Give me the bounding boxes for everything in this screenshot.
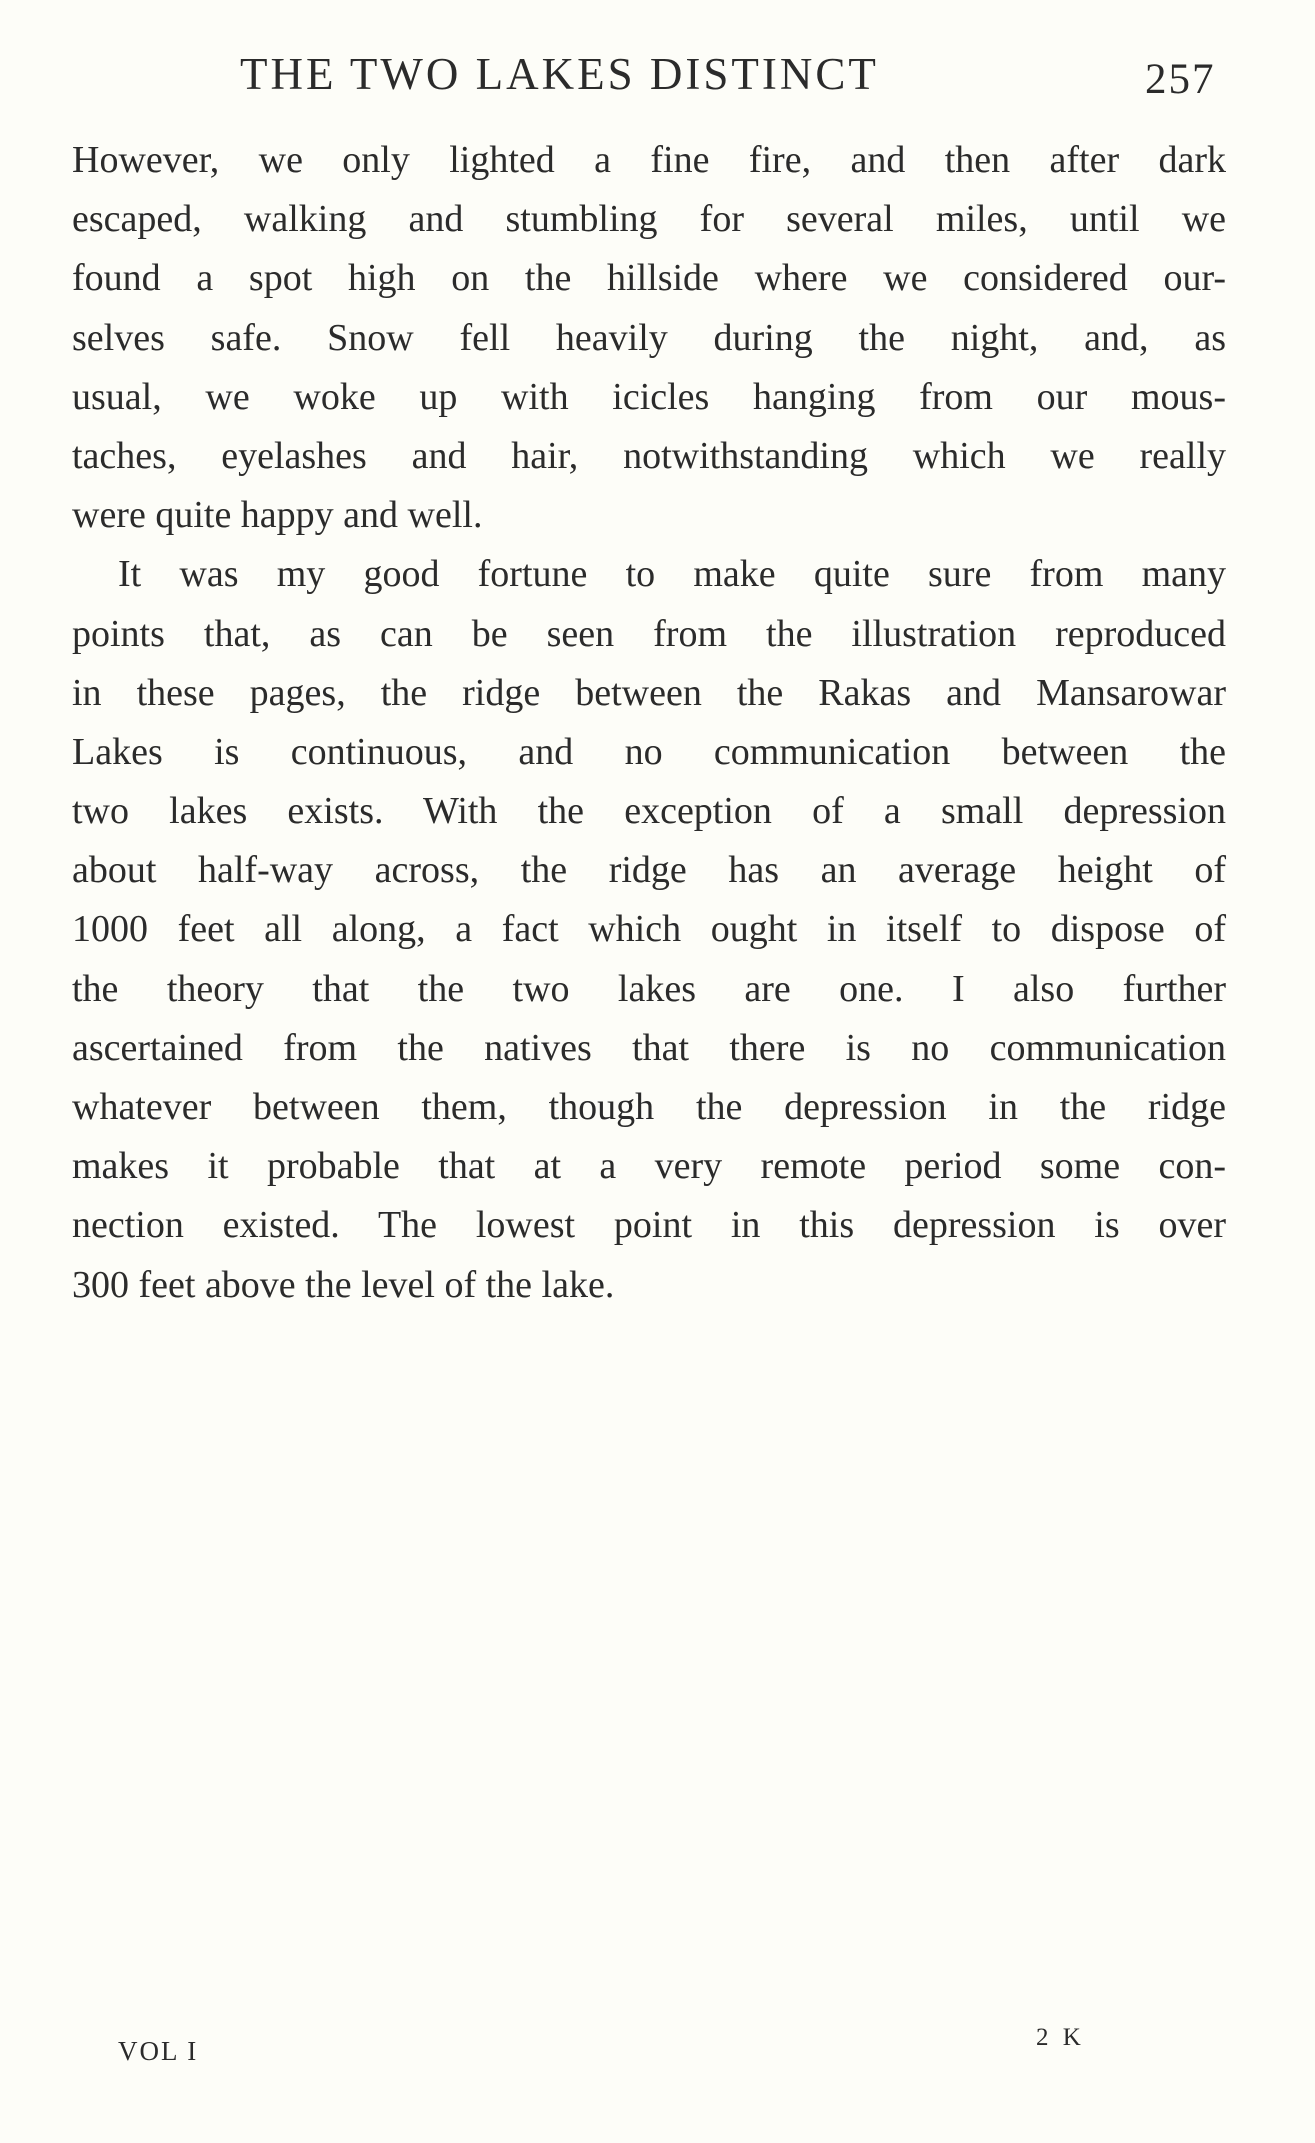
text-line: about half-way across, the ridge has an average height of <box>72 849 1226 892</box>
body-text <box>72 131 1226 1315</box>
paragraph-2 <box>72 545 1226 1314</box>
volume-marker: VOL I <box>118 2036 199 2066</box>
page-number: 257 <box>1145 56 1216 103</box>
text-line: usual, we woke up with icicles hanging from our mous- <box>72 375 1226 418</box>
text-line: selves safe. Snow fell heavily during the night, and, as <box>72 316 1226 359</box>
text-line: ascertained from the natives that there is no communication <box>72 1026 1226 1069</box>
running-title: THE TWO LAKES DISTINCT <box>240 49 879 99</box>
text-line: However, we only lighted a fine fire, and then after dark <box>72 139 1226 181</box>
text-line: taches, eyelashes and hair, notwithstanding which we really <box>72 434 1226 477</box>
text-line: 1000 feet all along, a fact which ought in itself to dispose of <box>72 908 1226 951</box>
text-line: It was my good fortune to make quite sure from many <box>118 553 1226 596</box>
text-line: two lakes exists. With the exception of a small depression <box>72 790 1226 833</box>
text-line: makes it probable that at a very remote period some con- <box>72 1145 1226 1188</box>
text-line: points that, as can be seen from the illustration reproduced <box>72 612 1226 655</box>
signature-mark: 2 K <box>1036 2024 1085 2051</box>
text-line: whatever between them, though the depression in the ridge <box>72 1086 1226 1128</box>
text-line: Lakes is continuous, and no communication between the <box>72 730 1226 773</box>
text-line: nection existed. The lowest point in this depression is over <box>72 1204 1226 1247</box>
text-line: escaped, walking and stumbling for several miles, until we <box>72 198 1226 241</box>
text-line: found a spot high on the hillside where we considered our- <box>72 257 1226 300</box>
text-line: the theory that the two lakes are one. I also further <box>72 967 1226 1010</box>
running-head <box>0 44 1315 104</box>
paragraph-1 <box>72 131 1226 545</box>
text-line: in these pages, the ridge between the Rakas and Mansarowar <box>72 671 1226 714</box>
text-line: 300 feet above the level of the lake. <box>72 1263 615 1306</box>
text-line: were quite happy and well. <box>72 494 483 537</box>
